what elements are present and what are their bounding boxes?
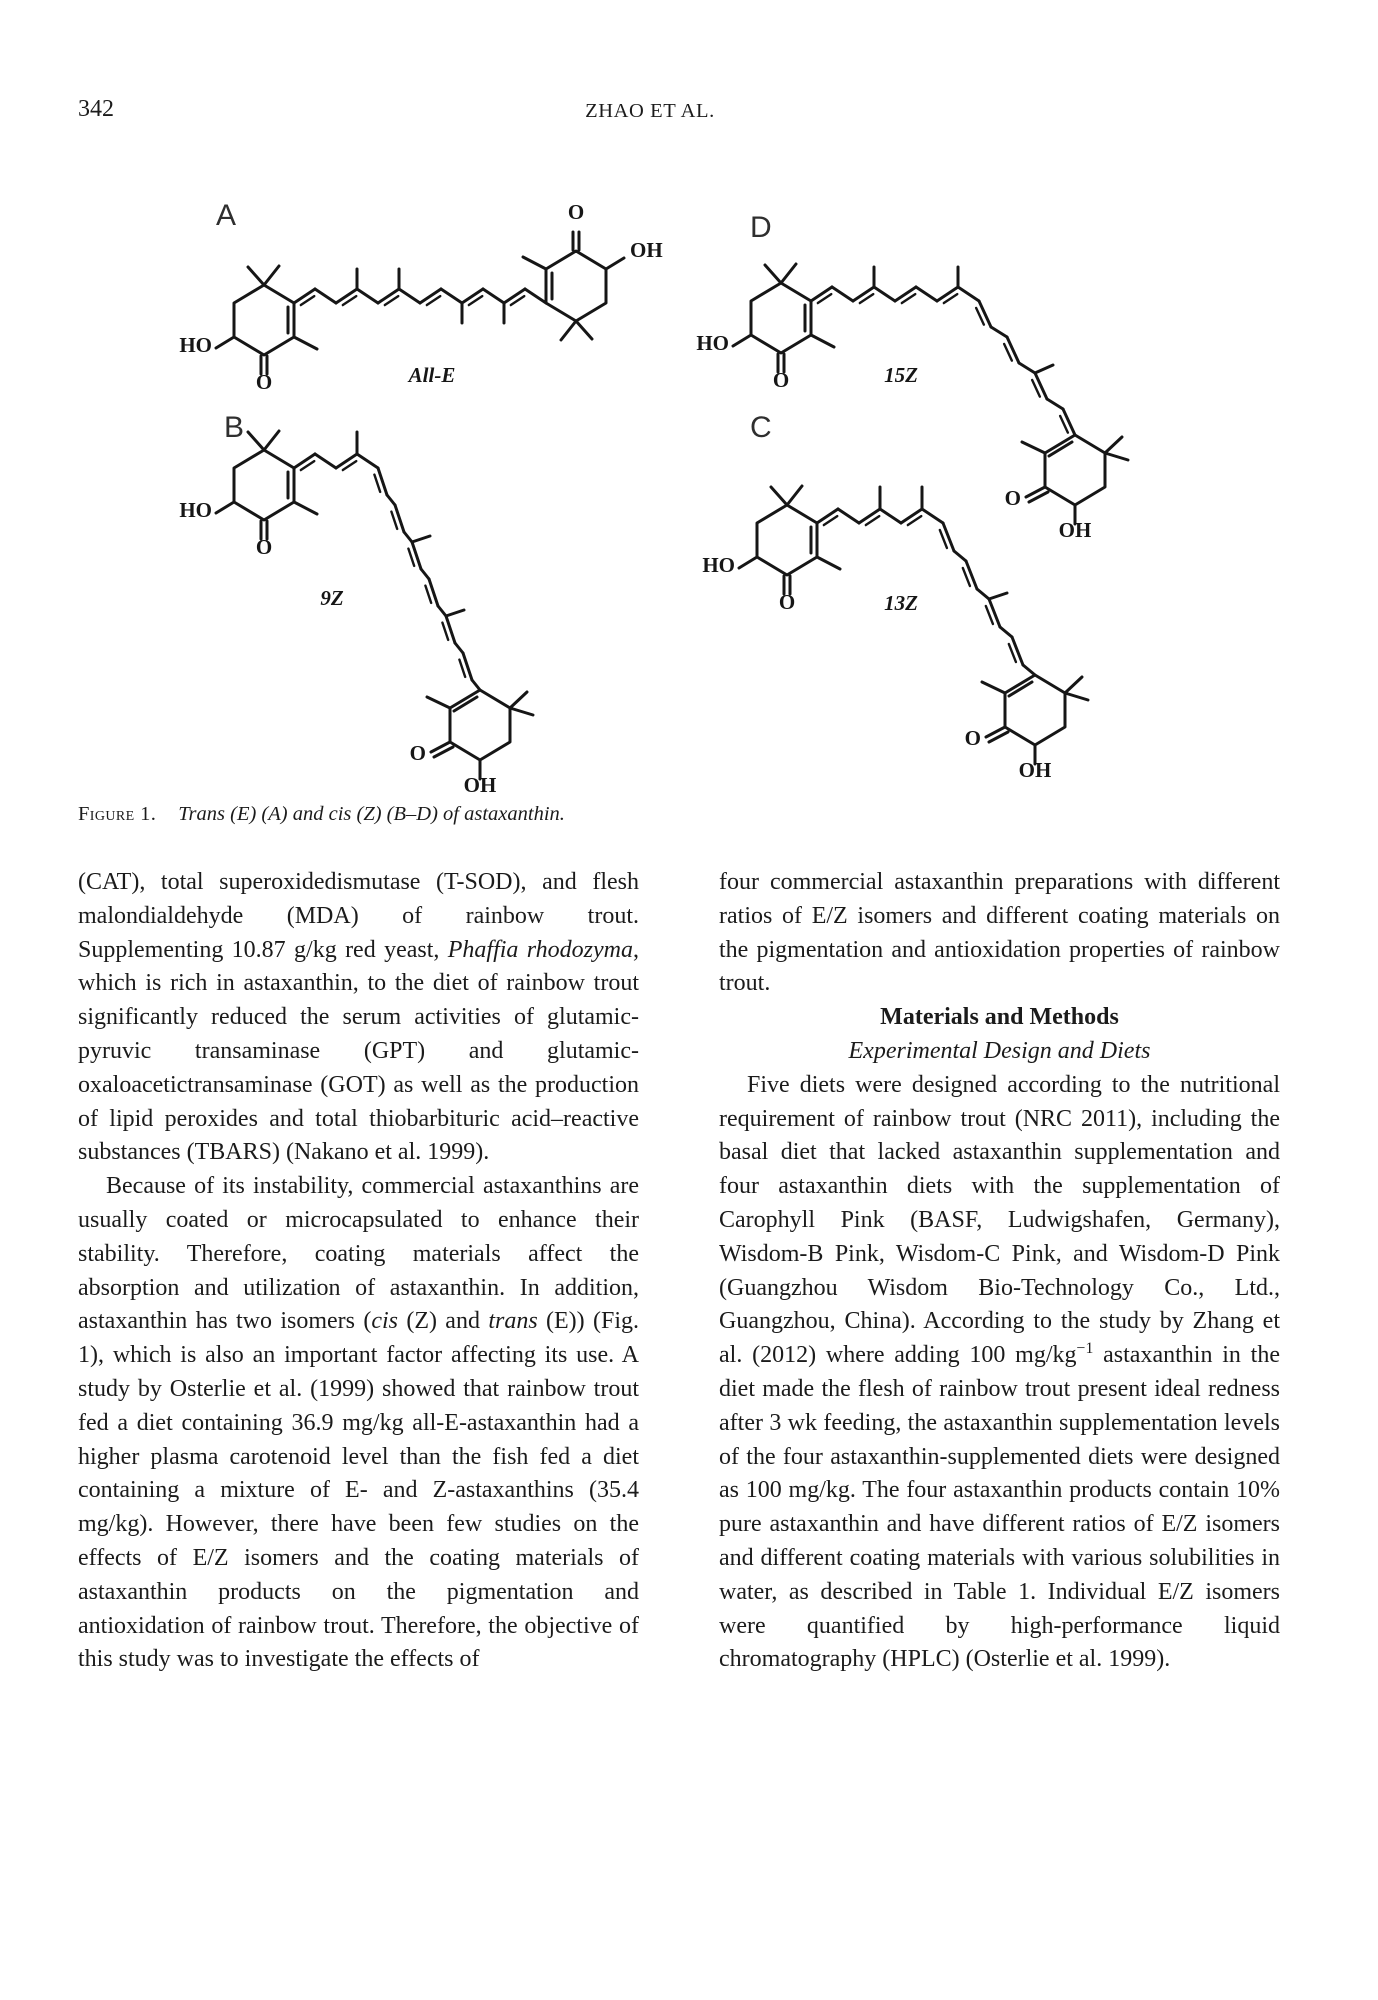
paragraph: Because of its instability, commercial astaxanthins are usually coated or microcapsulated to enhance their stability. Therefore, coating materials affect the absorption and utilization of astaxanthin. In addition, astaxanthin has two isomers (cis (Z) and trans (E)) (Fig. 1), which is also an important factor affecting its use. A study by Osterlie et al. (1999) showed that rainbow trout fed a diet containing 36.9 mg/kg all-E-astaxanthin had a higher plasma carotenoid level than the fish fed a diet containing a mixture of E- and Z-astaxanthins (35.4 mg/kg). However, there have been few studies on the effects of E/Z isomers and the coating materials of astaxanthin products on the pigmentation and antioxidation of rainbow trout. Therefore, the objective of this study was to investigate the effects of (78, 1173, 639, 1673)
atom-o-a-left: O (255, 370, 273, 394)
panel-c-structure (702, 411, 1088, 782)
atom-oh-b: OH (463, 773, 497, 797)
atom-o-d-end: O (1004, 486, 1021, 510)
ring-a-right (523, 232, 624, 340)
atom-ho-d: HO (696, 331, 729, 355)
atom-ho-c: HO (702, 553, 735, 577)
isomer-label-all-e: All-E (408, 363, 456, 387)
atom-o-b-end: O (409, 741, 426, 765)
polyene-chain-b-top (294, 432, 378, 470)
ring-a-left (216, 266, 317, 374)
polyene-chain-c-descent (940, 523, 1035, 675)
body-right-column (719, 866, 1280, 1677)
section-heading: Materials and Methods (880, 1004, 1119, 1031)
subsection-heading: Experimental Design and Diets (848, 1037, 1151, 1064)
paragraph: (CAT), total superoxidedismutase (T-SOD), and flesh malondialdehyde (MDA) of rainbow trout. Supplementing 10.87 g/kg red yeast, Phaffia rhodozyma, which is rich in astaxanthin, to the diet of rainbow trout significantly reduced the serum activities of glutamic-pyruvic transaminase (GPT) and glutamic-oxaloacetictransaminase (GOT) as well as the production of lipid peroxides and total thiobarbituric acid–reactive substances (TBARS) (Nakano et al. 1999). (78, 869, 639, 1166)
atom-ho-a: HO (179, 333, 212, 357)
atom-o-c-left: O (778, 590, 796, 614)
ring-c-left (739, 486, 840, 594)
panel-d-structure (696, 211, 1128, 542)
ring-c-end (982, 675, 1088, 764)
polyene-chain-a (294, 269, 546, 323)
polyene-chain-d-top (811, 267, 979, 303)
ring-b-end (427, 690, 533, 779)
atom-ho-b: HO (179, 498, 212, 522)
isomer-label-9z: 9Z (320, 586, 344, 610)
ring-b-left (216, 431, 317, 539)
atom-o-d-left: O (772, 368, 790, 392)
page-number: 342 (78, 96, 114, 122)
ring-d-end (1022, 435, 1128, 524)
atom-o-b-left: O (255, 535, 273, 559)
atom-oh-c: OH (1018, 758, 1052, 782)
isomer-label-15z: 15Z (884, 363, 918, 387)
panel-c-label: C (750, 411, 772, 444)
ring-d-left (733, 264, 834, 372)
atom-oh-d: OH (1058, 518, 1092, 542)
panel-a-label: A (216, 199, 237, 232)
body-left-column (78, 866, 639, 1677)
figure-caption (78, 803, 1278, 826)
figure-caption-text: Trans (E) (A) and cis (Z) (B–D) of astaxanthin. (178, 803, 565, 825)
polyene-chain-b-descent (374, 468, 480, 690)
figure-caption-label: Figure 1. (78, 803, 157, 825)
atom-o-c-end: O (964, 726, 981, 750)
polyene-chain-c-top (817, 487, 943, 525)
isomer-label-13z: 13Z (884, 591, 918, 615)
atom-o-a-right: O (567, 200, 585, 224)
running-head: ZHAO ET AL. (585, 100, 715, 122)
panel-d-label: D (750, 211, 772, 244)
panel-b-structure (179, 411, 533, 797)
panel-a-structure (179, 199, 662, 394)
polyene-chain-d-descent (976, 301, 1075, 435)
paragraph: four commercial astaxanthin preparations with different ratios of E/Z isomers and different coating materials on the pigmentation and antioxidation properties of rainbow trout. (719, 869, 1280, 997)
atom-oh-a: OH (630, 238, 663, 262)
paragraph: Five diets were designed according to the nutritional requirement of rainbow trout (NRC 2011), including the basal diet that lacked astaxanthin supplementation and four astaxanthin diets with the supplementation of Carophyll Pink (BASF, Ludwigshafen, Germany), Wisdom-B Pink, Wisdom-C Pink, and Wisdom-D Pink (Guangzhou Wisdom Bio-Technology Co., Ltd., Guangzhou, China). According to the study by Zhang et al. (2012) where adding 100 $mg/kg^{-1}$ astaxanthin in the diet made the flesh of rainbow trout present ideal redness after 3 wk feeding, the astaxanthin supplementation levels of the four astaxanthin-supplemented diets were designed as 100 mg/kg. The four astaxanthin products contain 10% pure astaxanthin and have different ratios of E/Z isomers and different coating materials with various solubilities in water, as described in Table 1. Individual E/Z isomers were quantified by high-performance liquid chromatography (HPLC) (Osterlie et al. 1999). (719, 1071, 1280, 1673)
panel-b-label: B (224, 411, 245, 444)
figure-1-chemical-structures (0, 0, 1378, 830)
